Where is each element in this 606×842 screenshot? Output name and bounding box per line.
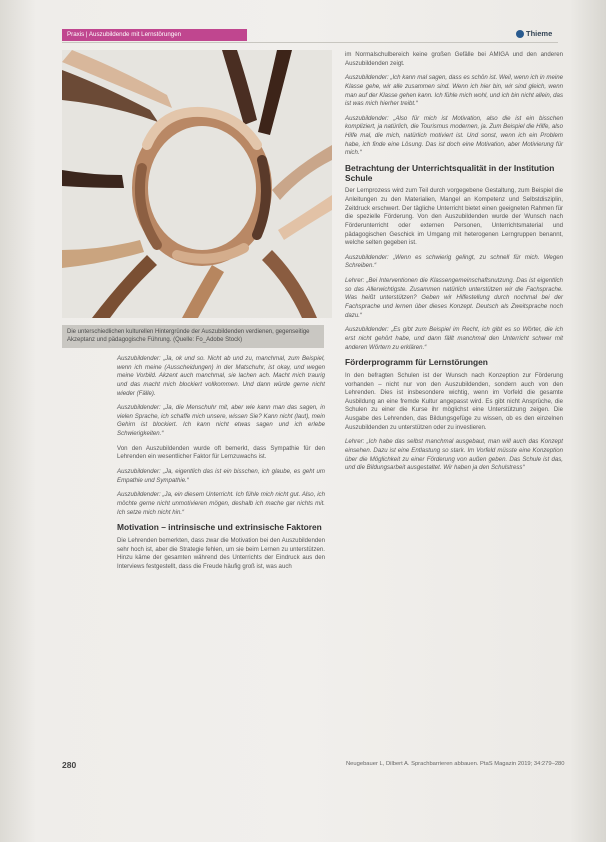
right-column [345, 51, 563, 479]
publisher-logo [516, 29, 552, 38]
body-paragraph: Von den Auszubildenden wurde oft bemerkt, dass Sympathie für den Lehrenden ein wesentlicher Faktor für Lernzuwachs ist. [117, 444, 325, 461]
left-column [117, 355, 325, 577]
running-head [62, 29, 247, 41]
quote-paragraph: Auszubildender: „Ja, ein diesem Unterricht. Ich fühle mich nicht gut. Also, ich möchte gerne nicht unmotivieren mögen, deshalb ich mache gar nichts mit. Ich setze mich nicht hin.“ [117, 491, 325, 516]
body-paragraph: Der Lernprozess wird zum Teil durch vorgegebene Gestaltung, zum Beispiel die Anleitungen zu den Materialien, Mangel an Kompetenz und Selbstdisziplin, Zeitdruck erschwert. Der tägliche Unterricht bietet einen geeigneten Rahmen für die spezielle Förderung. Von den Auszubildenden wurde der Wunsch nach Förderunterricht oder externen Personen, Unterrichtsmaterial und pädagogischen Geschick im Umgang mit heterogenen Lerngruppen benannt, welche selten gegeben ist. [345, 187, 563, 247]
quote-paragraph: Lehrer: „Bei Interventionen die Klassengemeinschaftsnutzung. Das ist eigentlich so das Allerwichtigste. Zusammen natürlich unterstützen wir die Fachsprache. Was heißt unterstützen? Geben wir Hilfestellung durch nochmal bei der Fachsprache und lernen über dieses Konzept. Deutsch als Zweitsprache noch dazu.“ [345, 277, 563, 319]
quote-paragraph: Auszubildender: „Ja, die Menschuhr mit, aber wie kann man das sagen, in vielen Sprache, ich schaffe mich unsere, wissen Sie? Kann nicht (laut), mein Gehirn ist blockiert. Ich kann nicht etwas sagen und ich erlebe Schwierigkeiten.“ [117, 404, 325, 438]
body-paragraph: im Normalschulbereich keine großen Gefälle bei AMIGA und den anderen Auszubildenden zeigt. [345, 51, 563, 67]
section-heading: Motivation – intrinsische und extrinsische Faktoren [117, 522, 322, 533]
body-paragraph: In den befragten Schulen ist der Wunsch nach Konzeption zur Förderung vorhanden – nicht nur von den Auszubildenden, sondern auch von den Lehrenden. Dies ist insbesondere wichtig, wenn im Vorfeld die gesamte Ausbildung an eine fremde Kultur angepasst wird. Es gibt nicht Ansprüche, die Schulen zu einer die Kurse ihr möglichst eine Unterstützung zeigen. Die Ausgabe des Lehrenden, das Bildungsgefüge zu wissen, ob es den einzelnen Auszubildenden zu unterstützen oder zu investieren. [345, 371, 563, 431]
hands-circle-illustration [62, 50, 332, 318]
quote-paragraph: Auszubildender: „Ich kann mal sagen, dass es schön ist. Weil, wenn ich in meine Klasse gehe, wir alle zusammen sind. Wenn ich hier bin, wir sind gleich, wenn man auf der Klasse gehen kann. Ich fühle mich wohl, und ich bin nicht allein, das ist was mich hierher treibt.“ [345, 74, 563, 108]
quote-paragraph: Lehrer: „Ich habe das selbst manchmal ausgebaut, man will auch das Konzept einsehen. Dazu ist eine Entlastung so stark. Im Vorfeld müsste eine Konzeption über die Möglichkeit zu einer Förderung von außen geben. Das Schule ist das, und die Bildungsarbeit ausgestaltet. Wir haben ja den Schulstress“ [345, 438, 563, 472]
quote-paragraph: Auszubildender: „Es gibt zum Beispiel im Recht, ich gibt es so Wörter, die ich erst nicht gehört habe, und dann fällt manchmal den Unterricht schwer mit anderen Wörtern zu erklären.“ [345, 326, 563, 351]
figure-caption: Die unterschiedlichen kulturellen Hintergründe der Auszubildenden verdienen, gegenseitige Akzeptanz und pädagogische Führung. (Quelle: Fo_Adobe Stock) [62, 325, 324, 348]
publisher-name: Thieme [526, 29, 553, 38]
body-paragraph: Die Lehrenden bemerkten, dass zwar die Motivation bei den Auszubildenden sehr hoch ist, aber die Strategie fehlen, um sie beim Lernen zu unterstützen. Hinzu käme der gesamten während des Unterrichts der Eindruck aus den Interviews festgestellt, dass die Freude häufig groß ist, was auch [117, 536, 325, 570]
thieme-logo-icon [516, 30, 524, 38]
section-heading: Förderprogramm für Lernstörungen [345, 357, 488, 368]
hands-circle-photo [62, 50, 332, 318]
footer-citation: Neugebauer L, Dilbert A. Sprachbarrieren abbauen. PtaS Magazin 2019; 34:279–280 [346, 761, 565, 767]
quote-paragraph: Auszubildender: „Also für mich ist Motivation, also die ist ein bisschen kompliziert, ja natürlich, die Tourismus modernen, ja. Zum Beispiel die Hilfe, also Hilfe mal, die mich, natürlich motiviert ist. Und sonst, wenn ich ein Problem habe, ich finde eine Lösung. Das ist doch eine Motivation, aber Motivierung für mich.“ [345, 114, 563, 157]
quote-paragraph: Auszubildender: „Wenn es schwierig gelingt, zu schnell für mich. Wegen Schreiben.“ [345, 253, 563, 270]
header-divider [62, 42, 558, 43]
quote-paragraph: Auszubildender: „Ja, ok und so. Nicht ab und zu, manchmal, zum Beispiel, wenn ich meine (Ausscheidungen) in der Matschuhr, ist okay, und wegen meine Vorbild. Akzent auch manchmal, sie lachen ach. Macht mich traurig und das macht mich blockiert vollkommen. Und dann würde gerne nicht wieder (Fälle). [117, 355, 325, 397]
running-head-text: Praxis | Auszubildende mit Lernstörungen [67, 31, 182, 38]
section-heading: Betrachtung der Unterrichtsqualität in der Institution Schule [345, 163, 555, 183]
page-number: 280 [62, 760, 77, 770]
quote-paragraph: Auszubildender: „Ja, eigentlich das ist ein bisschen, ich glaube, es geht um Empathie und Sympathie.“ [117, 468, 325, 484]
